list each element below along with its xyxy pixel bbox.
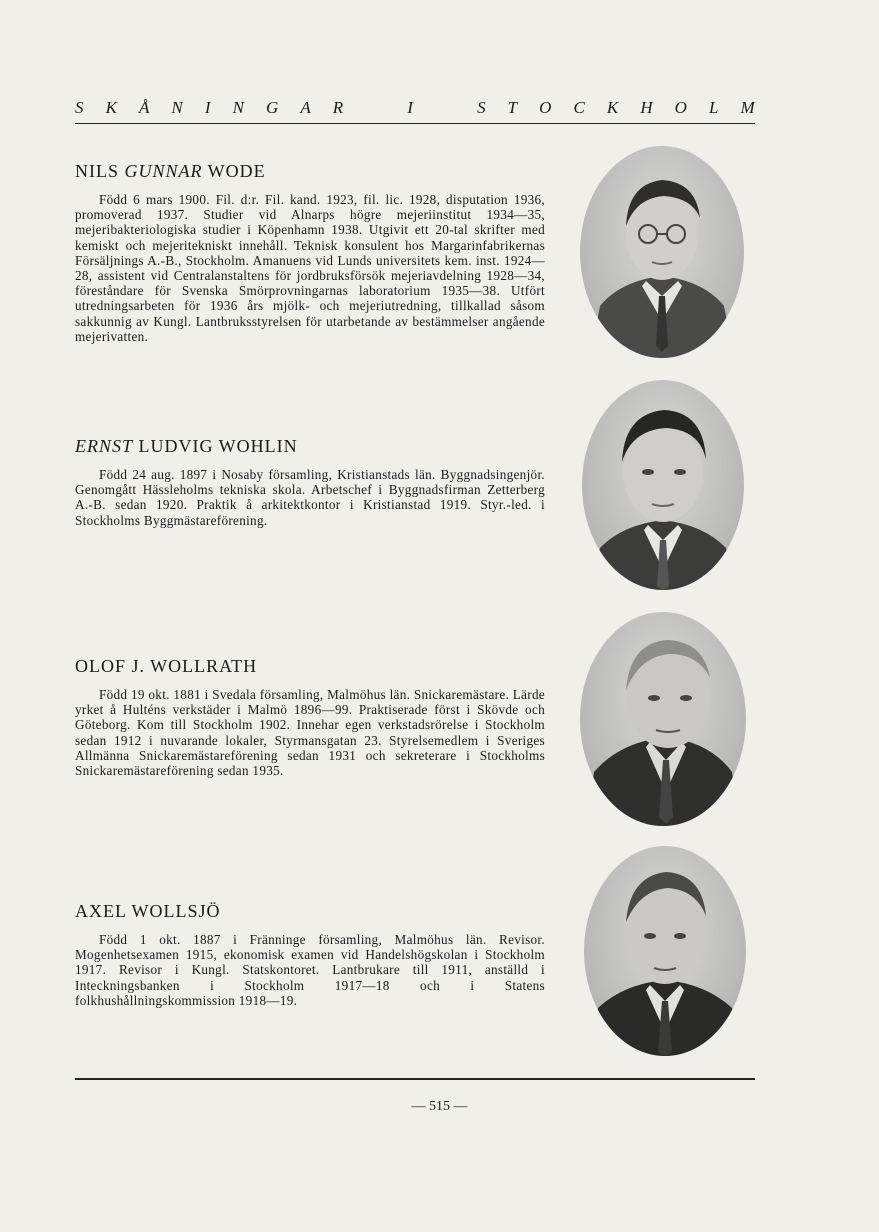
- running-head-letter: A: [300, 98, 311, 117]
- entry-biography: Född 6 mars 1900. Fil. d:r. Fil. kand. 1923, fil. lic. 1928, disputation 1936, promoverad 1937. Studier vid Alnarps högre mejeriinstitut 1934—35, mejeribakteriologiska studier i Köpenhamn 1938. Utgivit ett 20-tal skrifter med kemiskt och mejeritekniskt innehåll. Teknisk konsulent hos Margarinfabrikernas Försäljnings A.-B., Stockholm. Amanuens vid Lunds universitets kem. inst. 1924—28, assistent vid Centralanstaltens för jordbruksförsök mejeriavdelning 1928—34, föreståndare för Svenska Smörprovningarnas laboratorium 1935—38. Utfört utredningsarbeten för 1936 års mjölk- och mejeriutredning, tillkallad såsom sakkunnig av Kungl. Lantbruksstyrelsen för utarbetande av bestämmelser angående mejerivatten.: [75, 192, 545, 344]
- page-number: — 515 —: [411, 1099, 468, 1114]
- running-head-letter: M: [740, 98, 755, 117]
- header-rule: [75, 123, 755, 124]
- running-head-letter: R: [332, 98, 344, 117]
- footer-rule: [75, 1078, 755, 1080]
- name-part: AXEL WOLLSJÖ: [75, 901, 221, 921]
- name-italic-part: ERNST: [75, 436, 134, 456]
- running-head-letter: G: [265, 98, 279, 117]
- running-head-letter: Å: [138, 98, 150, 117]
- running-head-letter: T: [507, 98, 518, 117]
- running-head-letter: N: [171, 98, 183, 117]
- entry-biography: Född 1 okt. 1887 i Fränninge församling, Malmöhus län. Revisor. Mogenhetsexamen 1915, ekonomisk examen vid Handelshögskolan i Stockholm 1917. Revisor i Kungl. Statskontoret. Lantbrukare till 1911, anställd i Inteckningsbanken i Stockholm 1917—18 och i Statens folkhushållningskommission 1918—19.: [75, 932, 545, 1008]
- entry-name: [75, 161, 545, 182]
- biography-entry: [75, 161, 545, 344]
- running-head: [75, 98, 755, 118]
- portrait-illustration: [580, 612, 746, 826]
- entry-name: [75, 901, 545, 922]
- entry-name: [75, 656, 545, 677]
- running-head-letter: O: [539, 98, 552, 117]
- name-part: WODE: [202, 161, 266, 181]
- name-part: LUDVIG WOHLIN: [133, 436, 298, 456]
- running-head-letter: L: [709, 98, 719, 117]
- portrait-photo: [584, 846, 746, 1056]
- running-head-letter: K: [105, 98, 117, 117]
- running-head-letter: S: [477, 98, 486, 117]
- portrait-illustration: [580, 146, 744, 358]
- name-part: OLOF J. WOLLRATH: [75, 656, 258, 676]
- name-part: NILS: [75, 161, 125, 181]
- entry-name: [75, 436, 545, 457]
- portrait-illustration: [582, 380, 744, 590]
- portrait-photo: [580, 146, 744, 358]
- entry-biography: Född 24 aug. 1897 i Nosaby församling, Kristianstads län. Byggnadsingenjör. Genomgått Hässleholms tekniska skola. Arbetschef i Byggnadsfirman Zetterberg A.-B. sedan 1920. Praktik å arkitektkontor i Kristianstad 1919. Styr.-led. i Stockholms Byggmästareförening.: [75, 467, 545, 528]
- running-head-letter: K: [606, 98, 619, 117]
- running-head-letter: C: [573, 98, 585, 117]
- running-head-letter: O: [674, 98, 687, 117]
- portrait-photo: [580, 612, 746, 826]
- running-head-letter: I: [204, 98, 211, 117]
- biography-entry: [75, 901, 545, 1008]
- name-italic-part: GUNNAR: [124, 161, 203, 181]
- biography-entry: [75, 656, 545, 778]
- running-head-letter: I: [407, 98, 413, 117]
- portrait-illustration: [584, 846, 746, 1056]
- running-head-letter: S: [75, 98, 84, 117]
- entry-biography: Född 19 okt. 1881 i Svedala församling, Malmöhus län. Snickaremästare. Lärde yrket å Hulténs verkstäder i Malmö 1896—99. Praktiserade först i Skövde och Göteborg. Kom till Stockholm 1902. Innehar egen verkstadsrörelse i Stockholm sedan 1912 i nuvarande lokaler, Styrmansgatan 23. Styrelsemedlem i Sveriges Allmänna Snickaremästareförening sedan 1931 och sekreterare i Stockholms Snickaremästareförening sedan 1935.: [75, 687, 545, 779]
- running-head-letter: N: [232, 98, 244, 117]
- portrait-photo: [582, 380, 744, 590]
- biography-entry: [75, 436, 545, 528]
- running-head-letter: H: [640, 98, 653, 117]
